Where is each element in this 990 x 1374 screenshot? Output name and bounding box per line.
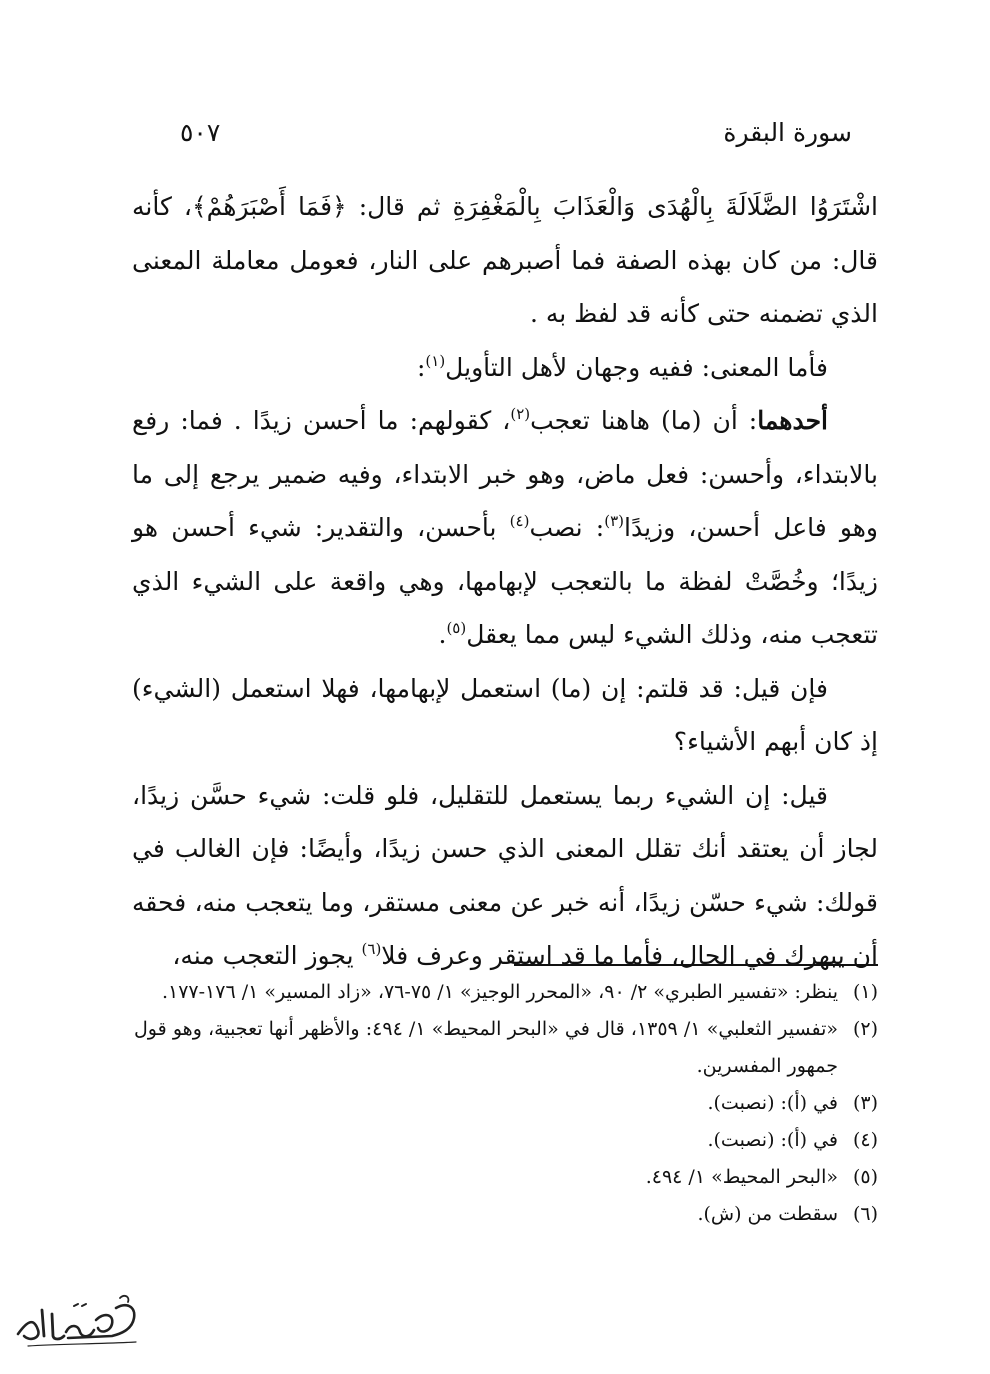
footnote-6: [134, 1196, 878, 1233]
paragraph-3-end: .: [438, 620, 447, 649]
paragraph-3: [132, 394, 878, 662]
paragraph-3-text-1: : أن (ما) هاهنا تعجب: [530, 406, 758, 435]
footnote-text: في (أ): (نصبت).: [707, 1129, 838, 1151]
footnote-4: [134, 1122, 878, 1159]
logo-drawing: [8, 1290, 148, 1352]
calligraphy-logo-icon: [8, 1290, 148, 1352]
quran-verse-2: ﴿فَمَا أَصْبَرَهُمْ﴾: [191, 192, 347, 221]
paragraph-1-text-2: ثم قال:: [346, 192, 453, 221]
footnote-number: (٥): [852, 1166, 878, 1188]
surah-title: سورة البقرة: [723, 117, 852, 147]
footnote-text: ينظر: «تفسير الطبري» ٢/ ٩٠، «المحرر الوجيز» ١/ ٧٥-٧٦، «زاد المسير» ١/ ١٧٦-١٧٧.: [161, 981, 838, 1003]
footnote-number: (١): [852, 981, 878, 1003]
footnote-divider: [514, 964, 878, 966]
footnote-ref-6[interactable]: (٦): [361, 940, 382, 958]
footnote-number: (٣): [852, 1092, 878, 1114]
footnotes-section: [134, 974, 878, 1233]
footnote-1: [134, 974, 878, 1011]
paragraph-2-end: :: [416, 352, 426, 382]
paragraph-2-text: فأما المعنى: ففيه وجهان لأهل التأويل: [445, 352, 828, 382]
footnote-text: سقطت من (ش).: [697, 1203, 838, 1225]
footnote-ref-3[interactable]: (٣): [604, 512, 624, 530]
paragraph-3-text-4: بأحسن، والتقدير: شيء أحسن هو زيدًا؛ وخُصَّتْ لفظة ما بالتعجب لإبهامها، وهي واقعة على الشيء الذي تتعجب منه، وذلك الشيء ليس مما يعقل: [132, 513, 878, 649]
footnote-ref-2[interactable]: (٢): [510, 405, 531, 423]
paragraph-4-text: فإن قيل: قد قلتم: إن (ما) استعمل لإبهامها، فهلا استعمل (الشيء) إذ كان أبهم الأشياء؟: [132, 673, 878, 756]
footnote-3: [134, 1085, 878, 1122]
footnote-text: «البحر المحيط» ١/ ٤٩٤.: [645, 1166, 838, 1188]
paragraph-3-lead: أحدهما: [757, 406, 828, 435]
running-header: [180, 112, 852, 152]
footnote-ref-5[interactable]: (٥): [446, 619, 467, 637]
footnote-5: [134, 1159, 878, 1196]
paragraph-1-text-3: ، كأنه قال: من كان بهذه الصفة فما أصبرهم على النار، فعومل معاملة المعنى الذي تضمنه حتى كأنه قد لفظ به .: [132, 192, 878, 328]
paragraph-3-text-3: : نصب: [529, 513, 605, 542]
quran-verse-1: اشْتَرَوُا الضَّلَالَةَ بِالْهُدَى وَالْعَذَابَ بِالْمَغْفِرَةِ: [452, 192, 879, 221]
footnote-number: (٦): [852, 1203, 878, 1225]
paragraph-2: [132, 341, 878, 395]
footnote-text: في (أ): (نصبت).: [707, 1092, 838, 1114]
footnote-ref-1[interactable]: (١): [425, 351, 446, 370]
paragraph-5-text-2: يجوز التعجب منه،: [172, 941, 362, 970]
footnote-ref-4[interactable]: (٤): [509, 512, 530, 530]
page-number: ٥٠٧: [180, 117, 221, 147]
paragraph-4: [132, 662, 878, 769]
paragraph-1: [132, 180, 878, 341]
paragraph-5: [132, 769, 878, 983]
paragraph-5-text-1: قيل: إن الشيء ربما يستعمل للتقليل، فلو قلت: شيء حسَّن زيدًا، لجاز أن يعتقد أنك تقلل المعنى الذي حسن زيدًا، وأيضًا: فإن الغالب في قولك: شيء حسّن زيدًا، أنه خبر عن معنى مستقر، وما يتعجب منه، فحقه أن يبهرك في الحال، فأما ما قد استقر وعرف فلا: [132, 780, 878, 970]
footnote-text: «تفسير الثعلبي» ١/ ١٣٥٩، قال في «البحر المحيط» ١/ ٤٩٤: والأظهر أنها تعجبية، وهو قول جمهور المفسرين.: [134, 1018, 838, 1077]
footnote-2: [134, 1011, 878, 1085]
main-text: [132, 180, 878, 983]
footnote-number: (٤): [852, 1129, 878, 1151]
paragraph-3-text-2: ، كقولهم: ما أحسن زيدًا . فما: رفع بالابتداء، وأحسن: فعل ماض، وهو خبر الابتداء، وفيه ضمير يرجع إلى ما وهو فاعل أحسن، وزيدًا: [132, 406, 879, 542]
footnote-number: (٢): [852, 1018, 878, 1040]
